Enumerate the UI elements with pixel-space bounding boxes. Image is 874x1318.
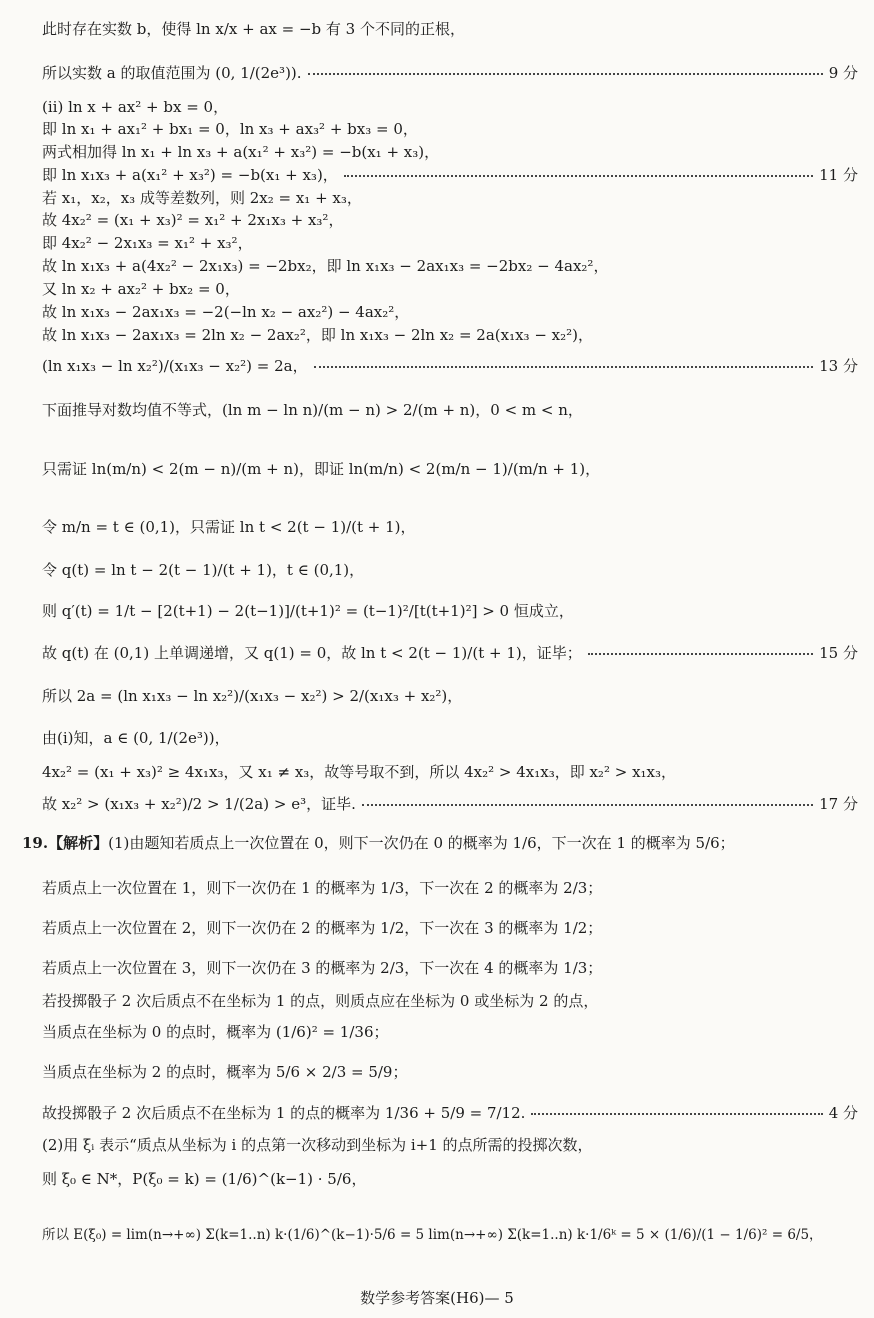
solution-line — [42, 305, 858, 320]
score-mark: 15 分 — [819, 644, 858, 662]
solution-line — [42, 731, 858, 746]
dot-leader — [344, 175, 813, 177]
line-text: 下面推导对数均值不等式，(ln m − ln n)/(m − n) > 2/(m + n)，0 < m < n， — [42, 401, 583, 419]
analysis-tag: 【解析】 — [48, 834, 109, 852]
question-19-heading — [22, 836, 858, 851]
line-text: 所以 E(ξ₀) = lim(n→+∞) Σ(k=1..n) k·(1/6)^(k−1)·5/6 = 5 lim(n→+∞) Σ(k=1..n) k·1/6ᵏ = 5 × (1/6)/(1 − 1/6)² = 6/5， — [42, 1227, 823, 1243]
solution-line — [42, 145, 858, 160]
line-text: 故 ln x₁x₃ + a(4x₂² − 2x₁x₃) = −2bx₂，即 ln x₁x₃ − 2ax₁x₃ = −2bx₂ − 4ax₂²， — [42, 257, 609, 275]
dot-leader — [314, 366, 814, 368]
solution-line — [42, 994, 858, 1009]
line-text: 令 m/n = t ∈ (0,1)，只需证 ln t < 2(t − 1)/(t + 1)， — [42, 518, 416, 536]
line-text: 若质点上一次位置在 3，则下一次仍在 3 的概率为 2/3，下一次在 4 的概率为 1/3； — [42, 959, 603, 977]
solution-line — [42, 191, 858, 206]
solution-line — [42, 236, 858, 251]
solution-line — [42, 122, 858, 137]
line-text: 故 x₂² > (x₁x₃ + x₂²)/2 > 1/(2a) > e³，证毕. — [42, 795, 356, 813]
solution-line — [42, 1172, 858, 1187]
line-text: 故 4x₂² = (x₁ + x₃)² = x₁² + 2x₁x₃ + x₃²， — [42, 211, 344, 229]
solution-line — [42, 921, 858, 936]
solution-line-scored — [42, 797, 858, 812]
line-text: 若质点上一次位置在 2，则下一次仍在 2 的概率为 1/2，下一次在 3 的概率为 1/2； — [42, 919, 603, 937]
line-text: 若投掷骰子 2 次后质点不在坐标为 1 的点，则质点应在坐标为 0 或坐标为 2 的点， — [42, 992, 599, 1010]
solution-line — [42, 403, 858, 418]
line-text: 当质点在坐标为 2 的点时，概率为 5/6 × 2/3 = 5/9； — [42, 1063, 408, 1081]
line-text: 若 x₁，x₂，x₃ 成等差数列，则 2x₂ = x₁ + x₃， — [42, 189, 362, 207]
solution-line-scored — [42, 359, 858, 374]
solution-line — [42, 213, 858, 228]
solution-line — [42, 1138, 858, 1153]
line-text: 所以 2a = (ln x₁x₃ − ln x₂²)/(x₁x₃ − x₂²) > 2/(x₁x₃ + x₂²)， — [42, 687, 463, 705]
solution-line-scored — [42, 66, 858, 81]
solution-line-scored — [42, 646, 858, 661]
score-mark: 9 分 — [828, 64, 858, 82]
line-text: (1)由题知若质点上一次位置在 0，则下一次仍在 0 的概率为 1/6，下一次在 1 的概率为 5/6； — [108, 834, 735, 852]
solution-line — [42, 604, 858, 619]
solution-line — [42, 1065, 858, 1080]
solution-line — [42, 259, 858, 274]
line-text: 故 q(t) 在 (0,1) 上单调递增，又 q(1) = 0，故 ln t < 2(t − 1)/(t + 1)，证毕； — [42, 644, 582, 662]
solution-line — [42, 881, 858, 896]
line-text: (ln x₁x₃ − ln x₂²)/(x₁x₃ − x₂²) = 2a， — [42, 357, 308, 375]
line-text: 只需证 ln(m/n) < 2(m − n)/(m + n)，即证 ln(m/n) < 2(m/n − 1)/(m/n + 1)， — [42, 460, 601, 478]
dot-leader — [308, 73, 823, 75]
solution-line — [42, 1025, 858, 1040]
line-text: 4x₂² = (x₁ + x₃)² ≥ 4x₁x₃，又 x₁ ≠ x₃，故等号取不到，所以 4x₂² > 4x₁x₃，即 x₂² > x₁x₃， — [42, 763, 677, 781]
solution-line — [42, 22, 858, 37]
dot-leader — [531, 1113, 822, 1115]
solution-line — [42, 100, 858, 115]
line-text: 若质点上一次位置在 1，则下一次仍在 1 的概率为 1/3，下一次在 2 的概率为 2/3； — [42, 879, 603, 897]
line-text: 由(ⅰ)知，a ∈ (0, 1/(2e³))， — [42, 729, 230, 747]
line-text: (ⅱ) ln x + ax² + bx = 0， — [42, 98, 229, 116]
score-mark: 4 分 — [828, 1104, 858, 1122]
solution-line — [42, 765, 858, 780]
dot-leader — [362, 804, 813, 806]
line-text: 即 4x₂² − 2x₁x₃ = x₁² + x₃²， — [42, 234, 253, 252]
line-text: (2)用 ξᵢ 表示“质点从坐标为 i 的点第一次移动到坐标为 i+1 的点所需的投掷次数， — [42, 1136, 593, 1154]
score-mark: 17 分 — [819, 795, 858, 813]
line-text: 又 ln x₂ + ax₂² + bx₂ = 0， — [42, 280, 240, 298]
score-mark: 13 分 — [819, 357, 858, 375]
line-text: 两式相加得 ln x₁ + ln x₃ + a(x₁² + x₃²) = −b(x₁ + x₃)， — [42, 143, 440, 161]
line-text: 即 ln x₁x₃ + a(x₁² + x₃²) = −b(x₁ + x₃)， — [42, 166, 338, 184]
line-text: 当质点在坐标为 0 的点时，概率为 (1/6)² = 1/36； — [42, 1023, 389, 1041]
question-number: 19. — [22, 834, 49, 852]
line-text: 所以实数 a 的取值范围为 (0, 1/(2e³)). — [42, 64, 302, 82]
solution-line — [42, 689, 858, 704]
solution-line-scored — [42, 168, 858, 183]
line-text: 故 ln x₁x₃ − 2ax₁x₃ = −2(−ln x₂ − ax₂²) − 4ax₂²， — [42, 303, 410, 321]
solution-line-scored — [42, 1106, 858, 1121]
score-mark: 11 分 — [819, 166, 858, 184]
line-text: 令 q(t) = ln t − 2(t − 1)/(t + 1)，t ∈ (0,1)， — [42, 561, 365, 579]
dot-leader — [588, 653, 813, 655]
line-text: 此时存在实数 b，使得 ln x/x + ax = −b 有 3 个不同的正根， — [42, 20, 465, 38]
solution-line — [42, 520, 858, 535]
solution-line — [42, 462, 858, 477]
solution-line — [42, 328, 858, 343]
solution-line — [42, 961, 858, 976]
solution-line — [42, 1229, 858, 1243]
line-text: 故投掷骰子 2 次后质点不在坐标为 1 的点的概率为 1/36 + 5/9 = 7/12. — [42, 1104, 526, 1122]
line-text: 即 ln x₁ + ax₁² + bx₁ = 0，ln x₃ + ax₃² + bx₃ = 0， — [42, 120, 418, 138]
page-footer: 数学参考答案(H6)— 5 — [360, 1289, 514, 1307]
line-text: 则 ξ₀ ∈ N*，P(ξ₀ = k) = (1/6)^(k−1) · 5/6， — [42, 1170, 367, 1188]
solution-line — [42, 563, 858, 578]
solution-line — [42, 282, 858, 297]
line-text: 则 q′(t) = 1/t − [2(t+1) − 2(t−1)]/(t+1)² = (t−1)²/[t(t+1)²] > 0 恒成立， — [42, 602, 574, 620]
line-text: 故 ln x₁x₃ − 2ax₁x₃ = 2ln x₂ − 2ax₂²，即 ln x₁x₃ − 2ln x₂ = 2a(x₁x₃ − x₂²)， — [42, 326, 594, 344]
